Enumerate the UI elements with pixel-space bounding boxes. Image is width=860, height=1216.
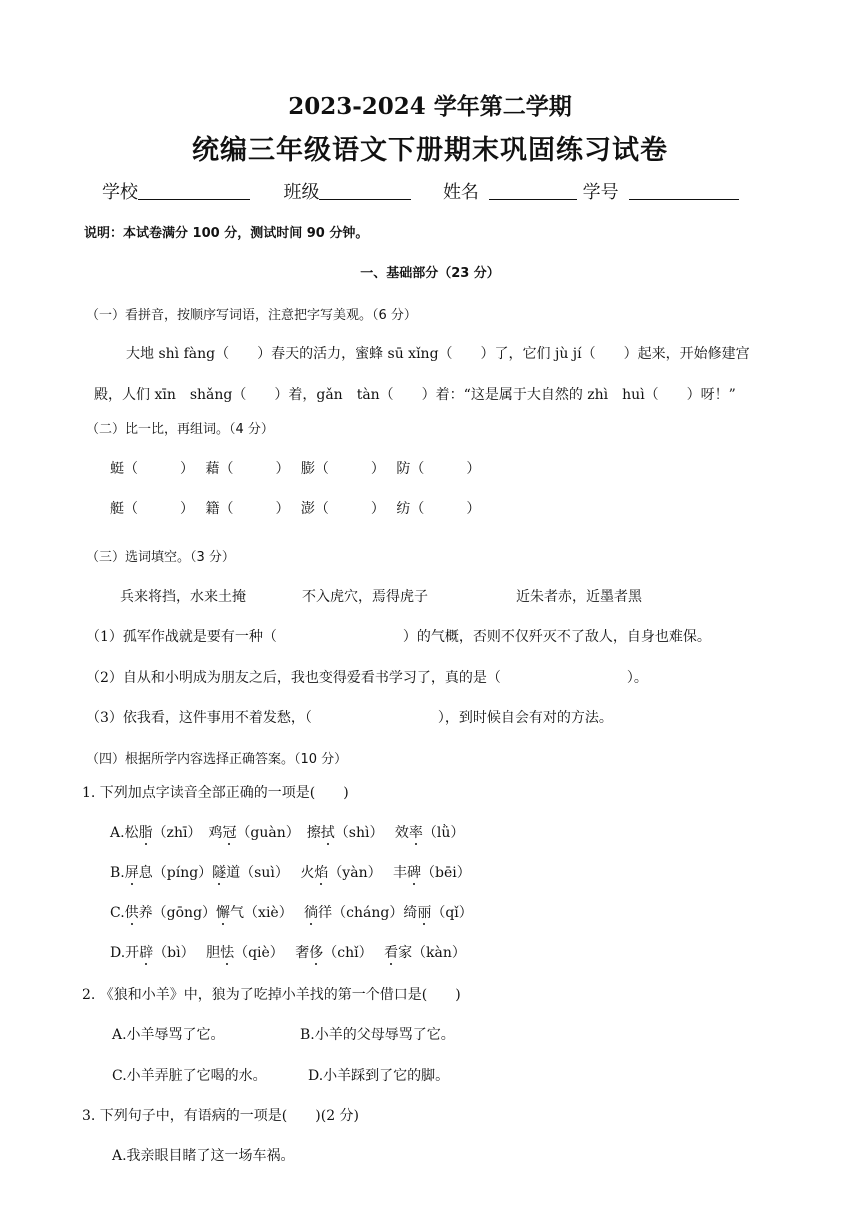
q4-item1-option-d: D.开辟（bì） 胆怯（qiè） 奢侈（chǐ） 看家（kàn） bbox=[110, 945, 466, 961]
q2-heading: （二）比一比，再组词。（4 分） bbox=[86, 422, 274, 437]
q4-item3-stem: 3. 下列句子中，有语病的一项是( )(2 分) bbox=[82, 1108, 360, 1124]
q4-item2-option-b: B.小羊的父母辱骂了它。 bbox=[300, 1027, 455, 1043]
q3-option-2: 不入虎穴，焉得虎子 bbox=[302, 589, 428, 605]
q4-item1-stem: 1. 下列加点字读音全部正确的一项是( ) bbox=[82, 785, 349, 801]
q4-item1-option-c: C.供养（gōng）懈气（xiè） 徜徉（cháng）绮丽（qǐ） bbox=[110, 905, 473, 921]
field-school-blank[interactable] bbox=[138, 181, 250, 200]
exam-title: 统编三年级语文下册期末巩固练习试卷 bbox=[192, 135, 668, 166]
q4-item1-option-b: B.屏息（píng）隧道（suì） 火焰（yàn） 丰碑（bēi） bbox=[110, 865, 471, 881]
q1-heading: （一）看拼音，按顺序写词语，注意把字写美观。（6 分） bbox=[86, 308, 417, 323]
field-school-label: 学校 bbox=[102, 182, 138, 203]
q2-row2: 艇（ ） 籍（ ） 澎（ ） 纺（ ） bbox=[110, 501, 481, 517]
field-class-label: 班级 bbox=[283, 182, 320, 203]
q1-line1: 大地 shì fàng（ ）春天的活力，蜜蜂 sū xǐng（ ）了，它们 jù jí（ ）起来，开始修建宫 bbox=[126, 346, 750, 362]
q4-item2-option-d: D.小羊踩到了它的脚。 bbox=[308, 1068, 450, 1084]
term-title: 2023-2024 学年第二学期 bbox=[288, 93, 572, 120]
field-number-blank[interactable] bbox=[629, 181, 739, 200]
q3-sentence-1: （1）孤军作战就是要有一种（ ）的气概，否则不仅歼灭不了敌人，自身也难保。 bbox=[86, 629, 711, 645]
q4-item2-option-c: C.小羊弄脏了它喝的水。 bbox=[112, 1068, 267, 1084]
field-name-label: 姓名 bbox=[442, 182, 479, 203]
q3-heading: （三）选词填空。（3 分） bbox=[86, 550, 235, 565]
q4-item2-stem: 2. 《狼和小羊》中，狼为了吃掉小羊找的第一个借口是( ) bbox=[82, 987, 461, 1003]
q3-option-3: 近朱者赤，近墨者黑 bbox=[516, 589, 642, 605]
field-number-label: 学号 bbox=[582, 182, 619, 203]
q4-item2-option-a: A.小羊辱骂了它。 bbox=[112, 1027, 225, 1043]
section-heading: 一、基础部分（23 分） bbox=[360, 266, 500, 281]
q3-sentence-3: （3）依我看，这件事用不着发愁，（ ），到时候自会有对的方法。 bbox=[86, 710, 613, 726]
field-name-blank[interactable] bbox=[489, 181, 577, 200]
q3-sentence-2: （2）自从和小明成为朋友之后，我也变得爱看书学习了，真的是（ ）。 bbox=[86, 670, 648, 686]
q4-item1-option-a: A.松脂（zhī） 鸡冠（guàn） 擦拭（shì） 效率（lǜ） bbox=[110, 825, 465, 841]
field-class-blank[interactable] bbox=[319, 181, 411, 200]
q1-line2: 殿，人们 xīn shǎng（ ）着，gǎn tàn（ ）着：“这是属于大自然的 zhì huì（ ）呀！” bbox=[94, 387, 736, 403]
q4-heading: （四）根据所学内容选择正确答案。（10 分） bbox=[86, 752, 348, 767]
exam-note: 说明：本试卷满分 100 分，测试时间 90 分钟。 bbox=[84, 226, 369, 241]
student-info-fields bbox=[102, 178, 739, 204]
q3-option-1: 兵来将挡，水来土掩 bbox=[120, 589, 246, 605]
q2-row1: 蜓（ ） 藉（ ） 膨（ ） 防（ ） bbox=[110, 461, 481, 477]
q4-item3-option-a: A.我亲眼目睹了这一场车祸。 bbox=[112, 1148, 295, 1164]
